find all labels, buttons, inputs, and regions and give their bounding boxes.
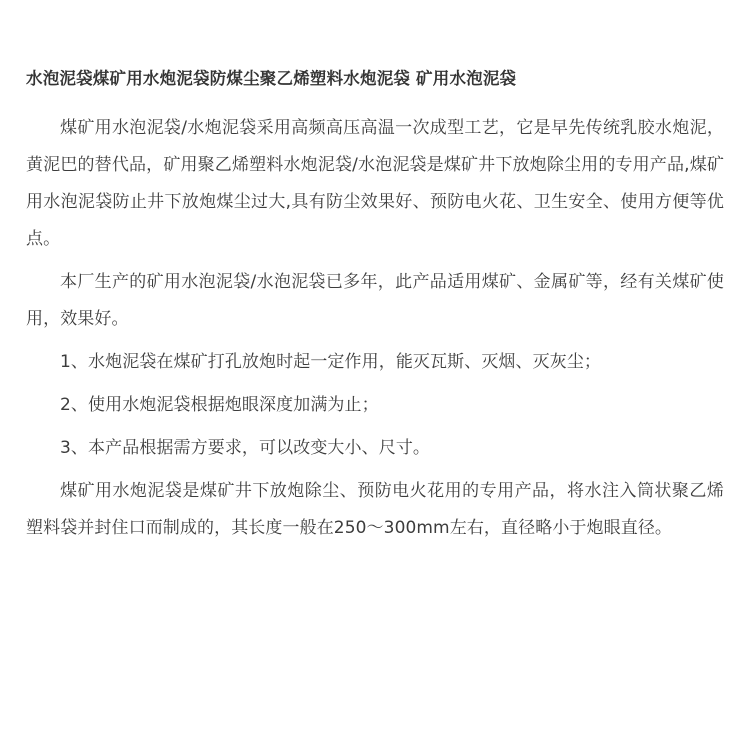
paragraph-product-description: 煤矿用水泡泥袋/水炮泥袋采用高频高压高温一次成型工艺，它是早先传统乳胶水炮泥，黄泥巴的替代品，矿用聚乙烯塑料水炮泥袋/水泡泥袋是煤矿井下放炮除尘用的专用产品,煤矿用水泡泥袋防止井下放炮煤尘过大,具有防尘效果好、预防电火花、卫生安全、使用方便等优点。 bbox=[26, 118, 724, 249]
paragraph-manufacturer-note: 本厂生产的矿用水泡泥袋/水泡泥袋已多年，此产品适用煤矿、金属矿等，经有关煤矿使用，效果好。 bbox=[26, 272, 724, 329]
paragraph-closing: 煤矿用水炮泥袋是煤矿井下放炮除尘、预防电火花用的专用产品，将水注入筒状聚乙烯塑料袋并封住口而制成的，其长度一般在250～300mm左右，直径略小于炮眼直径。 bbox=[26, 481, 724, 538]
page-title: 水泡泥袋煤矿用水炮泥袋防煤尘聚乙烯塑料水炮泥袋 矿用水泡泥袋 bbox=[26, 69, 517, 88]
list-item: 2、使用水炮泥袋根据炮眼深度加满为止； bbox=[60, 395, 379, 415]
list-item: 1、水炮泥袋在煤矿打孔放炮时起一定作用，能灭瓦斯、灭烟、灭灰尘； bbox=[60, 352, 602, 372]
list-item: 3、本产品根据需方要求，可以改变大小、尺寸。 bbox=[60, 438, 431, 458]
